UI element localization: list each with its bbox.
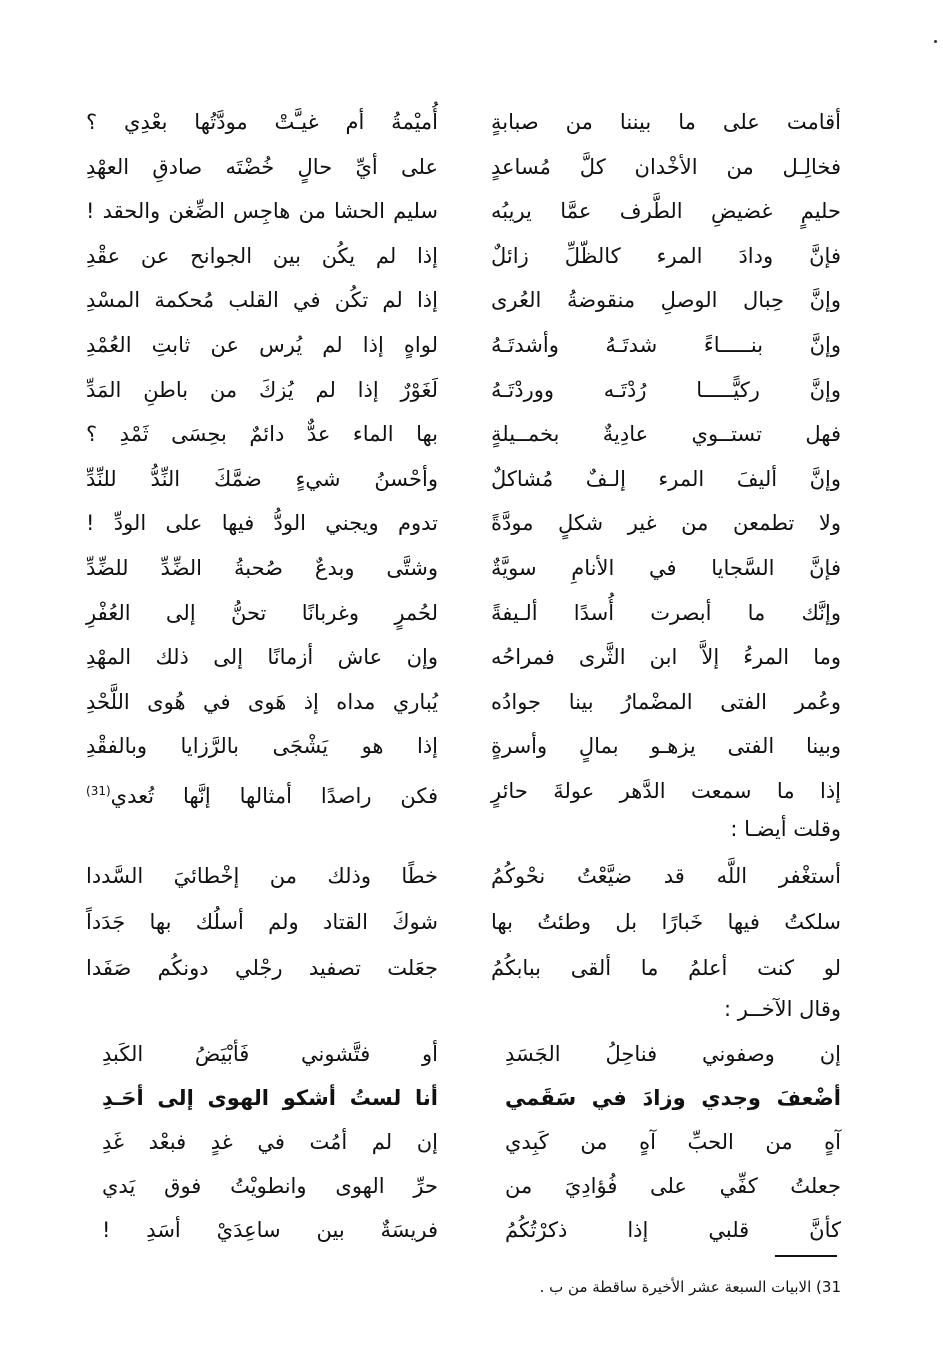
footnote-separator bbox=[775, 1255, 837, 1257]
verse-second-hemistich: تدوم ويجني الودُّ فيها على الودِّ ! bbox=[86, 511, 438, 536]
verse-second-hemistich: سليم الحشا من هاجِس الضِّغن والحقد ! bbox=[86, 199, 438, 224]
verse-first-hemistich: إن وصفوني فناحِلُ الجَسَدِ bbox=[505, 1042, 841, 1066]
verse-second-hemistich: فكن راصدًا أمثالها إنَّها تُعدي$^{(31)}$ bbox=[86, 784, 438, 808]
verse-first-hemistich: وإنَّ ركيًّـــــا رُدْتَـه ووردْتَـهُ bbox=[491, 377, 841, 402]
verse-second-hemistich: حرِّ الهوى وانطويْتُ فوق يَدي bbox=[102, 1174, 438, 1198]
verse-first-hemistich: كأنَّ قلبي إذا ذكرْتُكُمُ bbox=[505, 1218, 841, 1242]
verse-second-hemistich: وإن عاش أزمانًا إلى ذلك المهْدِ bbox=[86, 645, 438, 670]
verse-first-hemistich: ولا تطمعن من غير شكلٍ مودَّةً bbox=[491, 511, 841, 536]
verse-second-hemistich: لحُمرٍ وغربانًا تحنُّ إلى العُفْرِ bbox=[86, 600, 438, 625]
verse-first-hemistich: جعلتُ كفِّي على فُؤادِيَ من bbox=[505, 1174, 841, 1198]
verse-second-hemistich: إذا لم يكُن بين الجوانح عن عقْدِ bbox=[86, 243, 438, 268]
verse-second-hemistich: أنا لستُ أشكو الهوى إلى أحَـدِ bbox=[102, 1086, 438, 1110]
footnote-reference: (31) bbox=[86, 784, 111, 798]
section-heading: وقال الآخــر : bbox=[724, 997, 841, 1021]
verse-second-hemistich: لَغَوْرٌ إذا لم يُزكَ من باطنِ المَدِّ bbox=[86, 377, 438, 402]
verse-first-hemistich: وعُمر الفتى المضْمارُ بينا جوادُه bbox=[491, 689, 841, 714]
verse-second-hemistich: لواهٍ إذا لم يُرس عن ثابتِ العُمْدِ bbox=[86, 333, 438, 357]
verse-first-hemistich: وإنَّ أليفَ المرء إلـفٌ مُشاكلٌ bbox=[491, 466, 841, 491]
verse-first-hemistich: وإنَّك ما أبصرت أُسدًا ألـيفةً bbox=[491, 600, 841, 625]
footnote-text: 31) الابيات السبعة عشر الأخيرة ساقطة من ب . bbox=[539, 1278, 841, 1296]
verse-first-hemistich: آهٍ من الحبِّ آهٍ من كَبِدي bbox=[505, 1130, 841, 1154]
verse-first-hemistich: سلكتُ فيها خَبارًا بل وطئتُ بها bbox=[491, 910, 841, 934]
verse-second-hemistich: جعَلت تصفيد رجْلي دونكُم صَفَدا bbox=[86, 956, 438, 980]
verse-first-hemistich: أستغْفر اللَّه قد ضيَّعْتُ نحْوكُمُ bbox=[491, 864, 841, 888]
verse-second-hemistich: فريسَةٌ بين ساعِدَيْ أسَدِ ! bbox=[102, 1218, 438, 1242]
verse-second-hemistich: يُباري مداه إذ هَوى في هُوى اللَّحْدِ bbox=[86, 689, 438, 714]
verse-second-hemistich: إذا لم تكُن في القلب مُحكمة المسْدِ bbox=[86, 288, 438, 313]
verse-second-hemistich: إن لم أمُت في غدٍ فبعْد غَدِ bbox=[102, 1130, 438, 1154]
verse-first-hemistich: وبينا الفتى يزهـو بمالٍ وأسرةٍ bbox=[491, 734, 841, 759]
verse-second-hemistich: بها الماء عدٌّ دائمٌ بحِسَى ثَمْدِ ؟ bbox=[86, 422, 438, 447]
verse-second-hemistich: إذا هو يَشْجَى بالرَّزايا وبالفقْدِ bbox=[86, 734, 438, 759]
verse-first-hemistich: فإنَّ السَّجايا في الأنامِ سويَّةٌ bbox=[491, 556, 841, 580]
section-heading: وقلت أيضـا : bbox=[730, 817, 841, 841]
verse-first-hemistich: وما المرءُ إلاَّ ابن الثَّرى فمراحُه bbox=[491, 645, 841, 670]
verse-second-hemistich: أو فتَّشوني فَأبْيَضُ الكَبدِ bbox=[102, 1042, 438, 1066]
verse-first-hemistich: فخالِـل من الأخْدان كلَّ مُساعدٍ bbox=[491, 154, 841, 179]
verse-second-hemistich: وأحْسنُ شيءٍ ضمَّكَ النِّدُّ للنِّدِّ bbox=[86, 466, 438, 491]
verse-second-hemistich: على أيِّ حالٍ خُضْتَه صادقِ العهْدِ bbox=[86, 154, 438, 179]
verse-first-hemistich: أضْعفَ وجدي وزادَ في سَقَمي bbox=[505, 1086, 841, 1110]
verse-first-hemistich: أقامت على ما بيننا من صبابةٍ bbox=[491, 110, 841, 134]
verse-first-hemistich: وإنَّ حِبال الوصلِ منقوضةُ العُرى bbox=[491, 288, 841, 313]
verse-first-hemistich: فهل تستــوي عادِيةٌ بخمــيلةٍ bbox=[491, 422, 841, 447]
verse-second-hemistich: أُميْمةُ أم غيـَّتْ مودَّتُها بعْدِي ؟ bbox=[86, 110, 438, 134]
verse-first-hemistich: حليمٍ غضيضِ الطَّرف عمَّا يريبُه bbox=[491, 199, 841, 224]
verse-first-hemistich: وإنَّ بنـــــاءً شدتَـهُ وأشدتَـهُ bbox=[491, 333, 841, 357]
verse-second-hemistich: خطًا وذلك من إخْطائيَ السَّددا bbox=[86, 864, 438, 888]
verse-first-hemistich: لو كنت أعلمُ ما ألقى ببابكُمُ bbox=[491, 956, 841, 980]
verse-second-hemistich: شوكَ القتاد ولم أسلُك بها جَدَداً bbox=[86, 910, 438, 934]
verse-first-hemistich: فإنَّ ودادَ المرء كالظّلِّ زائلٌ bbox=[491, 243, 841, 268]
corner-mark bbox=[934, 40, 937, 43]
verse-second-hemistich: وشتَّى وبدعٌ صُحبةُ الضِّدِّ للضِّدِّ bbox=[86, 556, 438, 580]
verse-first-hemistich: إذا ما سمعت الدَّهر عولةَ حائرٍ bbox=[491, 779, 841, 803]
